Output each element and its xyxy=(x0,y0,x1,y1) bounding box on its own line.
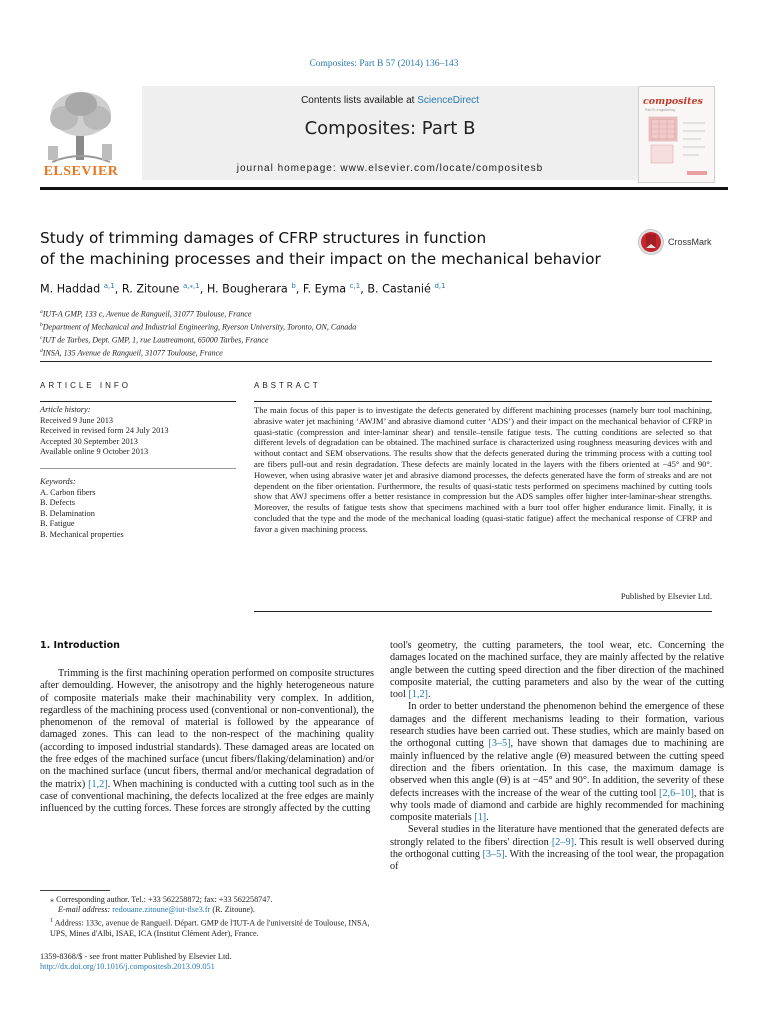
author-name[interactable]: B. Castanié xyxy=(367,282,431,296)
author-separator: , xyxy=(199,282,207,296)
body-paragraph xyxy=(390,640,724,701)
crossmark-button[interactable] xyxy=(638,230,730,254)
sciencedirect-link[interactable]: ScienceDirect xyxy=(417,95,479,106)
affiliation-mark: d xyxy=(40,347,43,354)
footnote-text: Address: 133c, avenue de Rangueil. Départ. GMP de l'IUT-A de l'université de Toulouse, INSA, UPS, Mines d'Albi, ISAE, ICA (Institut Clément Ader), France. xyxy=(50,918,370,938)
journal-title: Composites: Part B xyxy=(304,118,476,139)
contents-prefix: Contents lists available at xyxy=(301,95,418,106)
contents-line xyxy=(142,95,638,106)
banner-center xyxy=(142,86,638,180)
abstract-heading: ABSTRACT xyxy=(254,381,321,390)
affiliation-mark: b xyxy=(40,321,43,328)
section-heading-introduction: 1. Introduction xyxy=(40,640,120,651)
published-by: Published by Elsevier Ltd. xyxy=(620,591,712,601)
history-accepted: Accepted 30 September 2013 xyxy=(40,436,138,446)
history-label: Article history: xyxy=(40,405,91,414)
crossmark-label: CrossMark xyxy=(668,237,712,247)
affiliation-item xyxy=(40,346,720,359)
author-affiliation-mark[interactable]: b xyxy=(291,282,296,290)
article-title xyxy=(40,228,640,270)
affiliation-text: IUT de Tarbes, Dept. GMP, 1, rue Lautreamont, 65000 Tarbes, France xyxy=(42,335,269,345)
journal-cover-thumbnail[interactable] xyxy=(638,86,715,183)
email-link[interactable]: redouane.zitoune@iut-tlse3.fr xyxy=(112,905,211,915)
history-rule xyxy=(40,468,236,469)
affiliation-text: Department of Mechanical and Industrial Engineering, Ryerson University, Toronto, ON, Canada xyxy=(42,322,357,332)
author-separator: , xyxy=(295,282,303,296)
author-affiliation-mark[interactable]: c,1 xyxy=(349,282,361,290)
cover-title: composites xyxy=(643,96,703,107)
keywords-block xyxy=(40,477,236,541)
header-rule xyxy=(40,187,728,190)
text-run: tool's geometry, the cutting parameters, the tool wear, etc. Concerning the damages located on the machined surface, they are mainly affected by the relative angle between the cutting speed direction and the fiber direction of the machined composite material, the cutting parameters and also by the wear of the cutting tool xyxy=(390,640,724,701)
text-run: . This result is well observed during the orthogonal cutting xyxy=(390,836,724,861)
keyword-item[interactable]: B. Mechanical properties xyxy=(40,529,124,539)
page-footer xyxy=(40,952,231,973)
text-run: Several studies in the literature have mentioned that the generated defects are strongly related to the fibers' direction xyxy=(390,824,724,848)
reference-link[interactable]: [3–5] xyxy=(488,738,511,750)
doi-link[interactable]: http://dx.doi.org/10.1016/j.compositesb.2013.09.051 xyxy=(40,962,215,972)
keywords-label: Keywords: xyxy=(40,477,76,486)
affiliation-mark: c xyxy=(40,334,43,341)
elsevier-logo[interactable] xyxy=(40,84,124,184)
footnote-mark: 1 xyxy=(50,917,53,924)
body-paragraph xyxy=(40,668,374,816)
keyword-item[interactable]: A. Carbon fibers xyxy=(40,487,96,497)
author-name[interactable]: M. Haddad xyxy=(40,282,101,296)
author-name[interactable]: R. Zitoune xyxy=(121,282,180,296)
cover-pattern-icon xyxy=(639,87,714,182)
affiliation-item xyxy=(40,333,720,346)
author-list xyxy=(40,282,720,296)
body-column-right xyxy=(390,640,724,874)
footnote-text: Corresponding author. Tel.: +33 562258872; fax: +33 562258747. xyxy=(56,895,273,904)
text-run: Trimming is the first machining operation performed on composite structures after demoulding. However, the anisotropy and the highly heterogeneous nature of composite materials make their machinability very complex. In addition, regardless of the machining process used (conventional or non-conventional), the phenomenon of the removal of material is followed by the appearance of damaged zones. This can lead to the non-respect of the machining quality (according to imposed industrial standards). These damaged areas are located on the free edges of the machined surface (uncut fibers/flaking/delamination) and/or on the machined surface (uncut fibers, thermal and/or mechanical degradation of the matrix) xyxy=(40,668,374,790)
reference-link[interactable]: [2–9] xyxy=(551,836,574,848)
body-column-left xyxy=(40,668,374,816)
affiliation-item xyxy=(40,307,720,320)
footnote-email xyxy=(40,905,374,915)
article-history xyxy=(40,405,236,458)
abstract-end-rule xyxy=(254,611,712,612)
text-run: . When machining is conducted with a cutting tool such as in the case of conventional machining, the defects localized at the free edges are mainly influenced by the cutting forces. These forces are strongly affected by the cutting xyxy=(40,778,374,815)
text-run: . With the increasing of the tool wear, the propagation of xyxy=(390,849,724,873)
title-line-1: Study of trimming damages of CFRP structures in function xyxy=(40,229,487,247)
text-run: . xyxy=(427,689,431,701)
keyword-item[interactable]: B. Fatigue xyxy=(40,519,75,529)
body-paragraph xyxy=(390,824,724,873)
affiliation-rule xyxy=(40,361,712,362)
affiliation-text: IUT-A GMP, 133 c, Avenue de Rangueil, 31077 Toulouse, France xyxy=(42,309,252,319)
reference-link[interactable]: [1,2] xyxy=(408,689,428,701)
text-run: In order to better understand the phenomenon behind the emergence of these damages and the different mechanisms leading to their formation, various research studies have been carried out. These studies, which are mainly based on the orthogonal cutting xyxy=(390,701,724,750)
journal-banner xyxy=(40,84,728,187)
journal-homepage[interactable]: journal homepage: www.elsevier.com/locate/compositesb xyxy=(236,163,544,174)
author-separator: , xyxy=(360,282,368,296)
footnote-corresponding xyxy=(40,895,374,905)
elsevier-wordmark: ELSEVIER xyxy=(43,164,119,179)
reference-link[interactable]: [1,2] xyxy=(88,778,108,790)
author-separator: , xyxy=(114,282,122,296)
article-info-rule xyxy=(40,401,236,402)
crossmark-icon xyxy=(638,229,664,255)
keyword-item[interactable]: B. Delamination xyxy=(40,508,95,518)
body-paragraph xyxy=(390,701,724,824)
affiliation-text: INSA, 135 Avenue de Rangueil, 31077 Toulouse, France xyxy=(42,348,223,358)
author-affiliation-mark[interactable]: d,1 xyxy=(434,282,446,290)
footnote-address xyxy=(40,916,374,940)
reference-link[interactable]: [1] xyxy=(474,812,487,824)
affiliation-mark: a xyxy=(40,309,43,315)
history-online: Available online 9 October 2013 xyxy=(40,447,149,457)
abstract-rule xyxy=(254,401,712,402)
article-info-heading: ARTICLE INFO xyxy=(40,381,131,390)
author-affiliation-mark[interactable]: a,1 xyxy=(103,282,115,290)
author-name[interactable]: F. Eyma xyxy=(302,282,347,296)
issn-line: 1359-8368/$ - see front matter Published by Elsevier Ltd. xyxy=(40,952,232,961)
journal-citation[interactable]: Composites: Part B 57 (2014) 136–143 xyxy=(309,59,459,69)
cover-subtitle: Part B: engineering xyxy=(645,108,675,112)
author-affiliation-mark[interactable]: a,⁎,1 xyxy=(182,282,200,290)
abstract-text: The main focus of this paper is to investigate the defects generated by different machining processes (namely burr tool machining, abrasive water jet machining ‘AWJM’ and abrasive diamond cutter ‘ADS’) and their impact on the mechanical behavior of CFRP in quasi-static (compression and inter-laminar shear) and tensile–tensile fatigue tests. The cutting conditions are selected so that different levels of degradation can be obtained. The machined surface is characterized using roughness measuring devices with and without contact and SEM observations. The results show that the defects generated during the trimming process with a cutting tool are fibers pull-out and resin degradation. These defects are mainly located in the layers with the fibers oriented at −45° and 90°. However, when using abrasive water jet and abrasive diamond processes, the defects generated have the form of streaks and are not dependent on the fiber orientation. Furthermore, the results of quasi-static tests performed on specimens machined by cutting tools show that AWJ specimens offer a better resistance in compression but the ADS samples offer higher inter-laminar-shear strengths. Moreover, the results of fatigue tests show that specimens machined with a burr tool offer higher endurance limit. Finally, it is concluded that the type and the mode of the mechanical loading (quasi-static fatigue) affect the mechanical response of CFRP and favor a given machining process. xyxy=(254,405,712,534)
reference-link[interactable]: [2,6–10] xyxy=(659,787,694,799)
email-suffix: (R. Zitoune). xyxy=(210,905,255,915)
history-revised: Received in revised form 24 July 2013 xyxy=(40,426,169,436)
affiliation-list xyxy=(40,307,720,359)
email-label: E-mail address: xyxy=(58,905,113,915)
footnote-mark: ⁎ xyxy=(50,895,55,904)
history-received: Received 9 June 2013 xyxy=(40,415,114,425)
text-run: , have shown that damages due to machining are mainly influenced by the relative angle (Θ) measured between the cutting speed direction and the fibers orientation. In this case, the maximum damage is observed when this angle (Θ) is at −45° and 90°. In addition, the severity of these defects increases with the increase of the wear of the cutting tool xyxy=(390,738,724,799)
reference-link[interactable]: [3–5] xyxy=(482,849,505,861)
footnotes xyxy=(40,895,374,939)
title-line-2: of the machining processes and their impact on the mechanical behavior xyxy=(40,250,601,268)
text-run: , that is why tools made of diamond and carbide are highly recommended for machining composite materials xyxy=(390,787,724,824)
elsevier-tree-icon xyxy=(42,88,120,164)
keyword-item[interactable]: B. Defects xyxy=(40,498,76,508)
author-name[interactable]: H. Bougherara xyxy=(206,282,288,296)
affiliation-item xyxy=(40,320,720,333)
text-run: . xyxy=(486,812,489,824)
footnote-rule xyxy=(40,890,110,891)
